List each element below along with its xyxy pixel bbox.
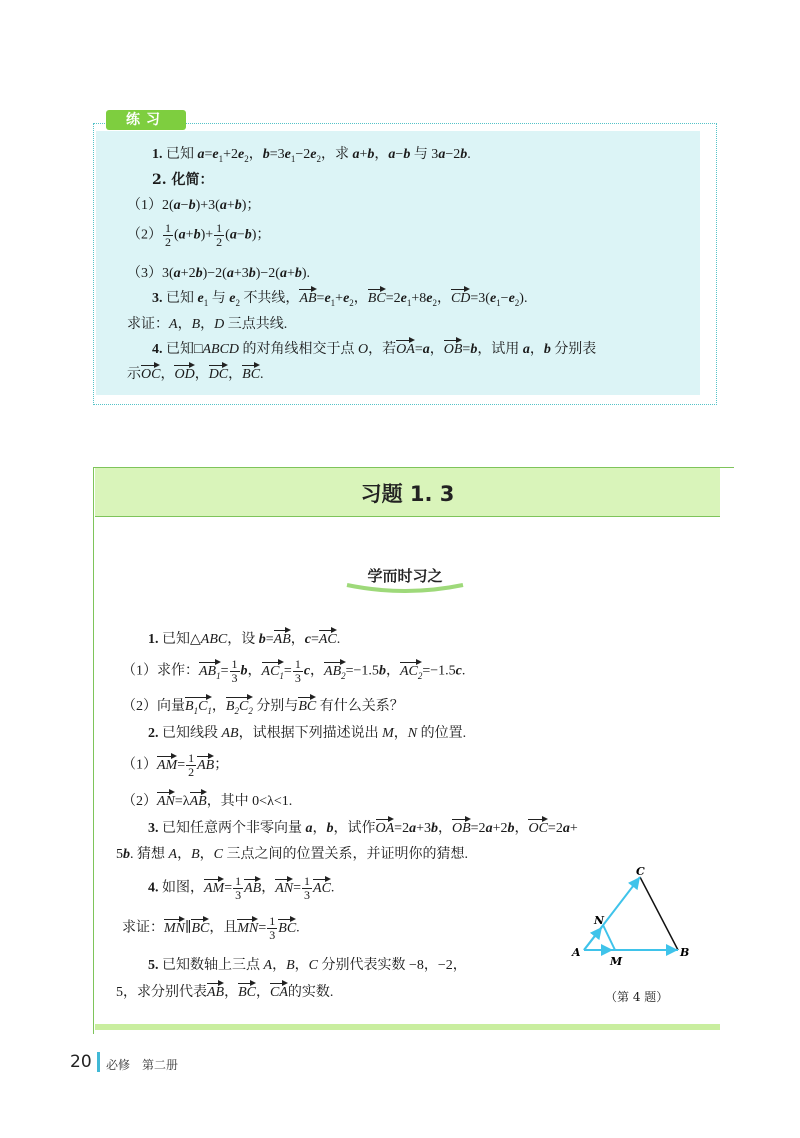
triangle-figure bbox=[568, 865, 698, 970]
exercise-q2-3: （3）3(a+2b)−2(a+3b)−2(a+b). bbox=[127, 266, 311, 281]
exercise-q2-2: （2） $\frac{1}{2}$ (a+b)+ $\frac{1}{2}$ (a−b)； bbox=[127, 221, 271, 249]
exercise-q4-line2: 示OC，OD，DC，BC. bbox=[127, 363, 264, 383]
exercise-q3-proof: 求证：A，B，D 三点共线. bbox=[127, 317, 288, 332]
problem-2-1: （1）AM= $\frac{1}{2}$ AB； bbox=[122, 751, 229, 779]
exercise-q4-line1: 4. 已知□ABCD 的对角线相交于点 O，若OA=a，OB=b，试用 a，b 分别表 bbox=[152, 338, 596, 358]
problem-4-proof: 求证：MN∥BC，且MN= $\frac{1}{3}$ BC. bbox=[122, 914, 300, 942]
section-header bbox=[95, 468, 720, 517]
problem-3-line1: 3. 已知任意两个非零向量 a，b，试作OA=2a+3b，OB=2a+2b，OC=2a+ bbox=[148, 817, 578, 837]
problem-3-line2: 5b. 猜想 A，B，C 三点之间的位置关系，并证明你的猜想. bbox=[116, 847, 468, 862]
exercise-q2-1: （1）2(a−b)+3(a+b)； bbox=[127, 198, 261, 213]
exercise-q1: 1. 已知 $a=e_1+2e_2$，$b=3e_1-2e_2$，求 a+b，a−b 与 3a−2b. bbox=[152, 147, 471, 164]
label-a: A bbox=[572, 946, 581, 959]
problem-4: 4. 如图，AM= $\frac{1}{3}$ AB，AN= $\frac{1}{3}$ AC. bbox=[148, 874, 335, 902]
subtitle-banner bbox=[343, 563, 467, 593]
page-number: 20 bbox=[70, 1052, 92, 1072]
exercise-q2-head: 2. 化简： bbox=[152, 172, 214, 188]
section-bottom-rule bbox=[95, 1024, 720, 1030]
exercise-tag: 练习 bbox=[106, 110, 186, 130]
figure-caption: （第 4 题） bbox=[605, 990, 669, 1004]
label-n: N bbox=[594, 914, 605, 927]
problem-1-2: （2）向量$B_1C_1$，$B_2C_2$ 分别与BC 有什么关系？ bbox=[122, 695, 404, 716]
exercise-q3: 3. 已知 $e_1$ 与 $e_2$ 不共线，$AB=e_1+e_2$，$BC=2e_1+8e_2$，$CD=3(e_1-e_2)$. bbox=[152, 287, 527, 308]
label-m: M bbox=[610, 955, 623, 968]
footer-accent-bar bbox=[97, 1052, 100, 1072]
segment-nm bbox=[603, 925, 615, 950]
book-title: 必修 第二册 bbox=[106, 1058, 179, 1072]
edge-cb bbox=[640, 877, 678, 950]
section-title: 习题 1. 3 bbox=[360, 482, 455, 506]
problem-1: 1. 已知△ABC，设 b=AB，c=AC. bbox=[148, 628, 340, 648]
subtitle-text: 学而时习之 bbox=[367, 567, 443, 585]
label-b: B bbox=[680, 946, 690, 959]
problem-2-2: （2）AN=λAB，其中 0<λ<1. bbox=[122, 790, 292, 810]
problem-5-line2: 5，求分别代表AB，BC，CA的实数. bbox=[116, 981, 333, 1001]
vector-an bbox=[584, 927, 602, 950]
label-c: C bbox=[636, 865, 645, 878]
problem-1-1: （1）求作：$AB_1=$ $\frac{1}{3}$ b，$AC_1=$ $\frac{1}{3}$ c，$AB_2=-1.5b$，$AC_2=-1.5c$. bbox=[122, 657, 466, 685]
problem-2: 2. 已知线段 AB，试根据下列描述说出 M，N 的位置. bbox=[148, 726, 467, 741]
problem-5-line1: 5. 已知数轴上三点 A，B，C 分别代表实数 −8，−2， bbox=[148, 958, 467, 973]
